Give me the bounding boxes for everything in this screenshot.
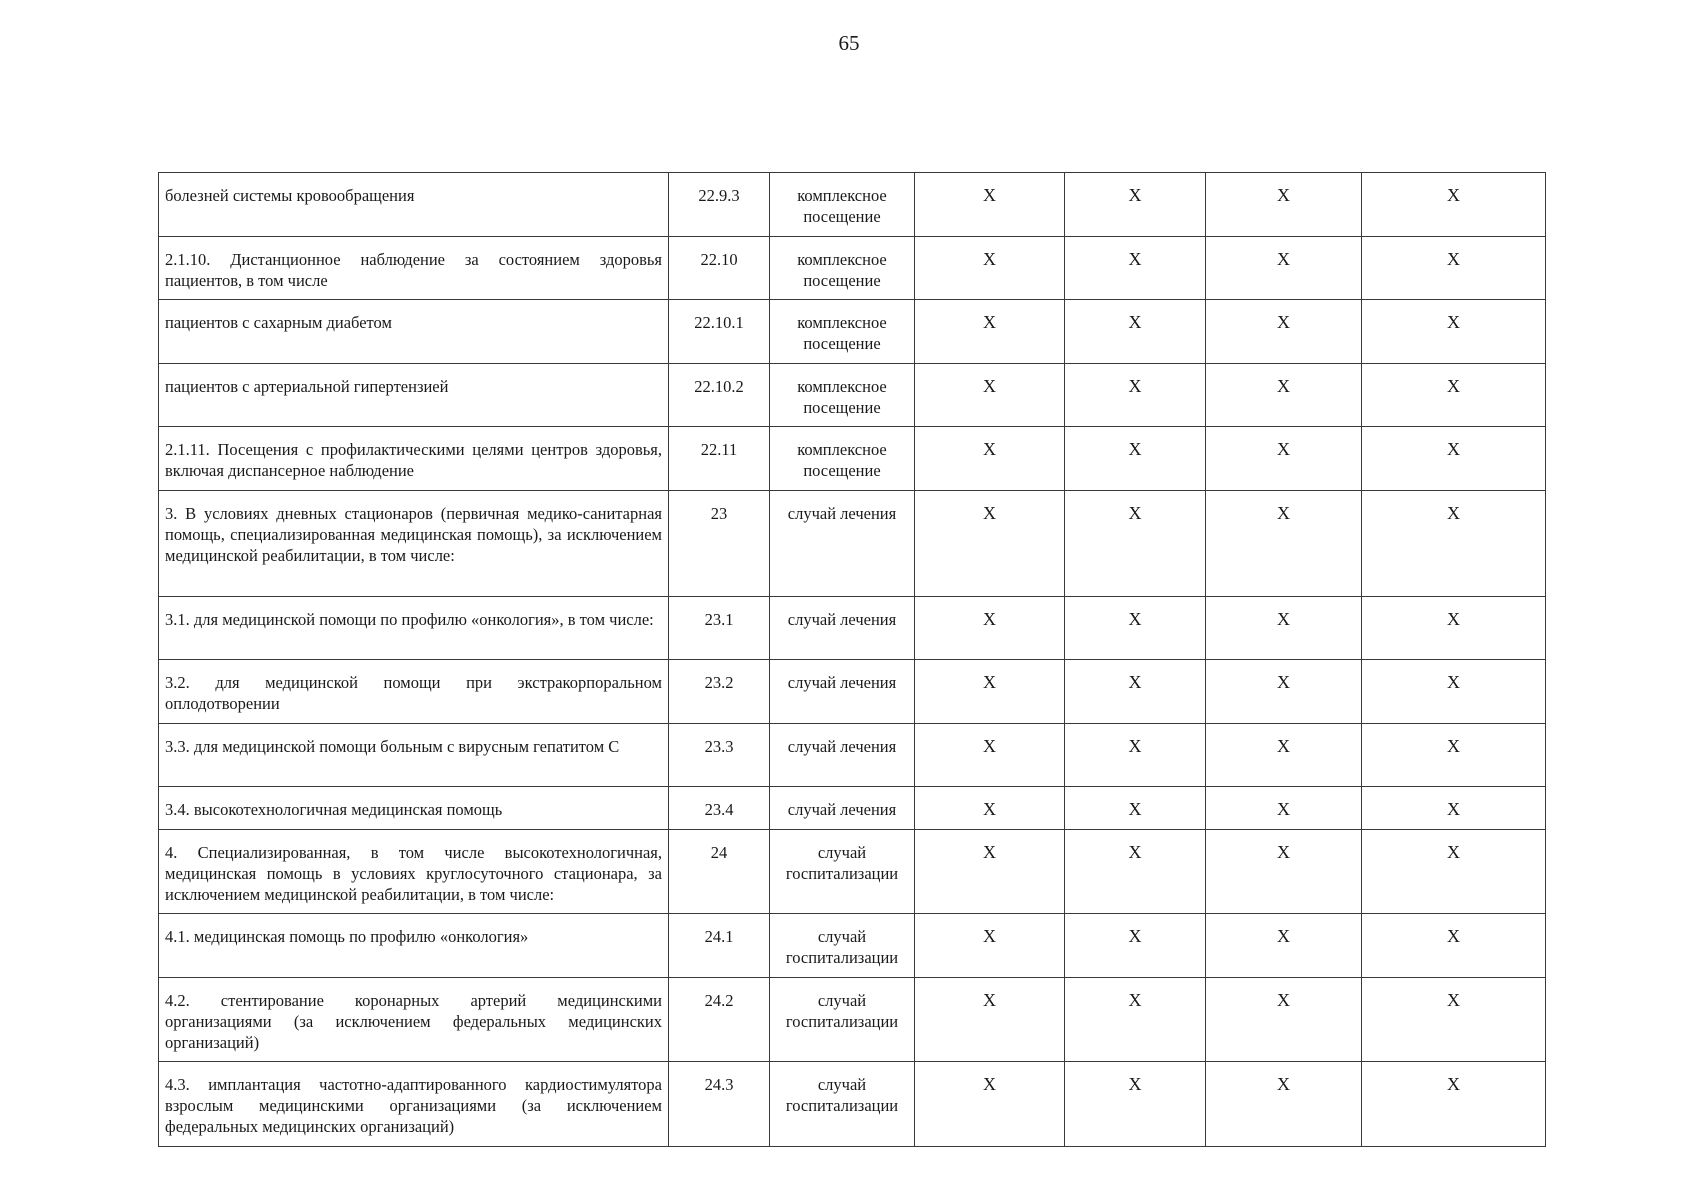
row-mark-cell: Х: [1206, 427, 1362, 491]
row-mark-cell: Х: [915, 914, 1065, 978]
row-code-cell: 24.1: [669, 914, 770, 978]
row-code-cell: 23.4: [669, 787, 770, 830]
row-mark-cell: Х: [915, 723, 1065, 787]
row-mark-cell: Х: [915, 596, 1065, 660]
row-mark-cell: Х: [915, 427, 1065, 491]
row-mark-cell: Х: [1065, 363, 1206, 427]
row-mark-cell: Х: [1362, 829, 1546, 914]
page-number: 65: [838, 31, 860, 55]
row-name-cell: болезней системы кровообращения: [159, 173, 669, 237]
row-code-cell: 23.2: [669, 660, 770, 724]
row-mark-cell: Х: [1065, 427, 1206, 491]
row-name-cell: 4.2. стентирование коронарных артерий медицинскими организациями (за исключением федеральных медицинских организаций): [159, 977, 669, 1062]
row-mark-cell: Х: [1362, 363, 1546, 427]
row-mark-cell: Х: [1065, 977, 1206, 1062]
row-mark-cell: Х: [1206, 829, 1362, 914]
row-mark-cell: Х: [1362, 977, 1546, 1062]
row-mark-cell: Х: [1206, 977, 1362, 1062]
row-mark-cell: Х: [915, 236, 1065, 300]
row-name-cell: 3.4. высокотехнологичная медицинская помощь: [159, 787, 669, 830]
row-unit-cell: комплексное посещение: [770, 427, 915, 491]
row-unit-cell: комплексное посещение: [770, 173, 915, 237]
row-mark-cell: Х: [1362, 490, 1546, 596]
row-mark-cell: Х: [1362, 914, 1546, 978]
row-mark-cell: Х: [1362, 236, 1546, 300]
row-code-cell: 24.2: [669, 977, 770, 1062]
row-name-cell: 4.3. имплантация частотно-адаптированного кардиостимулятора взрослым медицинскими организациями (за исключением федеральных медицинских организаций): [159, 1062, 669, 1147]
row-mark-cell: Х: [1206, 363, 1362, 427]
row-mark-cell: Х: [1206, 490, 1362, 596]
row-unit-cell: случай лечения: [770, 596, 915, 660]
table-row: [159, 236, 1546, 300]
row-mark-cell: Х: [1206, 173, 1362, 237]
row-mark-cell: Х: [1206, 596, 1362, 660]
row-unit-cell: случай лечения: [770, 490, 915, 596]
row-mark-cell: Х: [1362, 427, 1546, 491]
table-row: [159, 363, 1546, 427]
row-mark-cell: Х: [1362, 660, 1546, 724]
row-mark-cell: Х: [915, 660, 1065, 724]
row-mark-cell: Х: [1065, 787, 1206, 830]
row-mark-cell: Х: [915, 1062, 1065, 1147]
row-mark-cell: Х: [915, 173, 1065, 237]
row-mark-cell: Х: [1065, 490, 1206, 596]
row-mark-cell: Х: [1206, 723, 1362, 787]
row-unit-cell: комплексное посещение: [770, 236, 915, 300]
table-row: [159, 1062, 1546, 1147]
row-unit-cell: случай госпитализации: [770, 829, 915, 914]
row-mark-cell: Х: [1362, 1062, 1546, 1147]
row-code-cell: 22.10: [669, 236, 770, 300]
row-mark-cell: Х: [915, 977, 1065, 1062]
row-unit-cell: случай госпитализации: [770, 1062, 915, 1147]
row-unit-cell: случай лечения: [770, 723, 915, 787]
row-unit-cell: случай госпитализации: [770, 914, 915, 978]
row-mark-cell: Х: [1065, 173, 1206, 237]
row-mark-cell: Х: [1362, 173, 1546, 237]
row-mark-cell: Х: [1362, 300, 1546, 364]
row-mark-cell: Х: [1206, 660, 1362, 724]
row-code-cell: 23.1: [669, 596, 770, 660]
row-mark-cell: Х: [915, 787, 1065, 830]
table-row: [159, 787, 1546, 830]
table-row: [159, 300, 1546, 364]
row-mark-cell: Х: [1065, 1062, 1206, 1147]
row-name-cell: пациентов с сахарным диабетом: [159, 300, 669, 364]
row-name-cell: 3. В условиях дневных стационаров (первичная медико-санитарная помощь, специализированная медицинская помощь), за исключением медицинской реабилитации, в том числе:: [159, 490, 669, 596]
row-mark-cell: Х: [915, 363, 1065, 427]
row-mark-cell: Х: [1206, 787, 1362, 830]
row-name-cell: 2.1.10. Дистанционное наблюдение за состоянием здоровья пациентов, в том числе: [159, 236, 669, 300]
row-mark-cell: Х: [1362, 723, 1546, 787]
row-code-cell: 23: [669, 490, 770, 596]
row-mark-cell: Х: [1206, 1062, 1362, 1147]
row-mark-cell: Х: [1065, 596, 1206, 660]
table-row: [159, 596, 1546, 660]
row-unit-cell: случай госпитализации: [770, 977, 915, 1062]
row-name-cell: 3.2. для медицинской помощи при экстракорпоральном оплодотворении: [159, 660, 669, 724]
row-mark-cell: Х: [1065, 300, 1206, 364]
row-code-cell: 24: [669, 829, 770, 914]
row-name-cell: 2.1.11. Посещения с профилактическими целями центров здоровья, включая диспансерное наблюдение: [159, 427, 669, 491]
row-mark-cell: Х: [1065, 660, 1206, 724]
row-mark-cell: Х: [915, 300, 1065, 364]
row-unit-cell: комплексное посещение: [770, 363, 915, 427]
row-unit-cell: случай лечения: [770, 660, 915, 724]
table-row: [159, 723, 1546, 787]
row-mark-cell: Х: [1206, 914, 1362, 978]
row-unit-cell: комплексное посещение: [770, 300, 915, 364]
row-code-cell: 22.9.3: [669, 173, 770, 237]
row-mark-cell: Х: [1065, 236, 1206, 300]
row-mark-cell: Х: [1065, 914, 1206, 978]
row-mark-cell: Х: [915, 829, 1065, 914]
table-row: [159, 977, 1546, 1062]
row-mark-cell: Х: [1206, 300, 1362, 364]
row-mark-cell: Х: [1362, 596, 1546, 660]
row-name-cell: 3.1. для медицинской помощи по профилю «онкология», в том числе:: [159, 596, 669, 660]
row-code-cell: 22.11: [669, 427, 770, 491]
row-name-cell: 4. Специализированная, в том числе высокотехнологичная, медицинская помощь в условиях круглосуточного стационара, за исключением медицинской реабилитации, в том числе:: [159, 829, 669, 914]
table-row: [159, 829, 1546, 914]
data-table: [158, 172, 1546, 1147]
row-mark-cell: Х: [1065, 829, 1206, 914]
table-row: [159, 914, 1546, 978]
table-row: [159, 490, 1546, 596]
row-code-cell: 23.3: [669, 723, 770, 787]
row-mark-cell: Х: [1065, 723, 1206, 787]
row-code-cell: 22.10.2: [669, 363, 770, 427]
table-row: [159, 173, 1546, 237]
row-code-cell: 24.3: [669, 1062, 770, 1147]
row-mark-cell: Х: [1206, 236, 1362, 300]
table-row: [159, 427, 1546, 491]
row-name-cell: 4.1. медицинская помощь по профилю «онкология»: [159, 914, 669, 978]
row-unit-cell: случай лечения: [770, 787, 915, 830]
row-mark-cell: Х: [915, 490, 1065, 596]
row-name-cell: 3.3. для медицинской помощи больным с вирусным гепатитом С: [159, 723, 669, 787]
table-row: [159, 660, 1546, 724]
row-code-cell: 22.10.1: [669, 300, 770, 364]
row-name-cell: пациентов с артериальной гипертензией: [159, 363, 669, 427]
row-mark-cell: Х: [1362, 787, 1546, 830]
